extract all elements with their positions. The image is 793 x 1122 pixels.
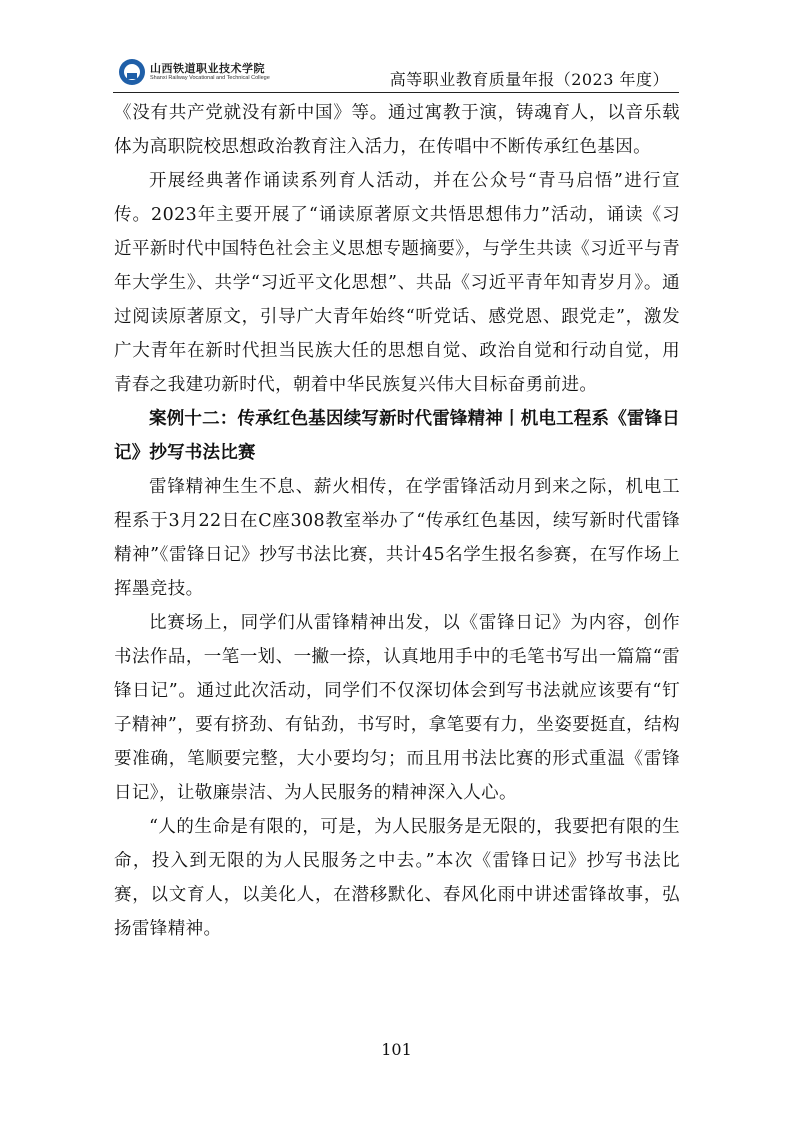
page-number: 101	[381, 1040, 412, 1059]
paragraph-continued: 《没有共产党就没有新中国》等。通过寓教于演，铸魂育人，以音乐载体为高职院校思想政治教育注入活力，在传唱中不断传承红色基因。	[114, 103, 680, 157]
case-paragraph: “人的生命是有限的，可是，为人民服务是无限的，我要把有限的生命，投入到无限的为人民服务之中去。”本次《雷锋日记》抄写书法比赛，以文育人，以美化人，在潜移默化、春风化雨中讲述雷锋故事，弘扬雷锋精神。	[114, 817, 680, 939]
report-title: 高等职业教育质量年报（2023 年度）	[389, 70, 669, 89]
case-paragraph: 比赛场上，同学们从雷锋精神出发，以《雷锋日记》为内容，创作书法作品，一笔一划、一撇一捺，认真地用手中的毛笔书写出一篇篇“雷锋日记”。通过此次活动，同学们不仅深切体会到写书法就应该要有“钉子精神”，要有挤劲、有钻劲，书写时，拿笔要有力，坐姿要挺直，结构要准确，笔顺要完整，大小要均匀；而且用书法比赛的形式重温《雷锋日记》，让敬廉崇洁、为人民服务的精神深入人心。	[114, 613, 680, 803]
case-heading: 案例十二：传承红色基因续写新时代雷锋精神丨机电工程系《雷锋日记》抄写书法比赛	[114, 409, 680, 463]
page-header	[113, 55, 679, 93]
header-divider	[113, 92, 679, 93]
school-name-cn: 山西铁道职业技术学院	[150, 61, 265, 75]
case-paragraph: 雷锋精神生生不息、薪火相传，在学雷锋活动月到来之际，机电工程系于3月22日在C座308教室举办了“传承红色基因，续写新时代雷锋精神”《雷锋日记》抄写书法比赛，共计45名学生报名参赛，在写作场上挥墨竞技。	[114, 477, 680, 599]
school-name-en: Shanxi Railway Vocational and Technical College	[150, 74, 270, 81]
page-body	[114, 96, 680, 946]
school-logo	[119, 59, 270, 85]
paragraph-reading-activity: 开展经典著作诵读系列育人活动，并在公众号“青马启悟”进行宣传。2023年主要开展了“诵读原著原文共悟思想伟力”活动，诵读《习近平新时代中国特色社会主义思想专题摘要》，与学生共读《习近平与青年大学生》、共学“习近平文化思想”、共品《习近平青年知青岁月》。通过阅读原著原文，引导广大青年始终“听党话、感党恩、跟党走”，激发广大青年在新时代担当民族大任的思想自觉、政治自觉和行动自觉，用青春之我建功新时代，朝着中华民族复兴伟大目标奋勇前进。	[114, 171, 680, 395]
school-emblem-icon	[119, 59, 145, 85]
school-name	[150, 63, 270, 82]
